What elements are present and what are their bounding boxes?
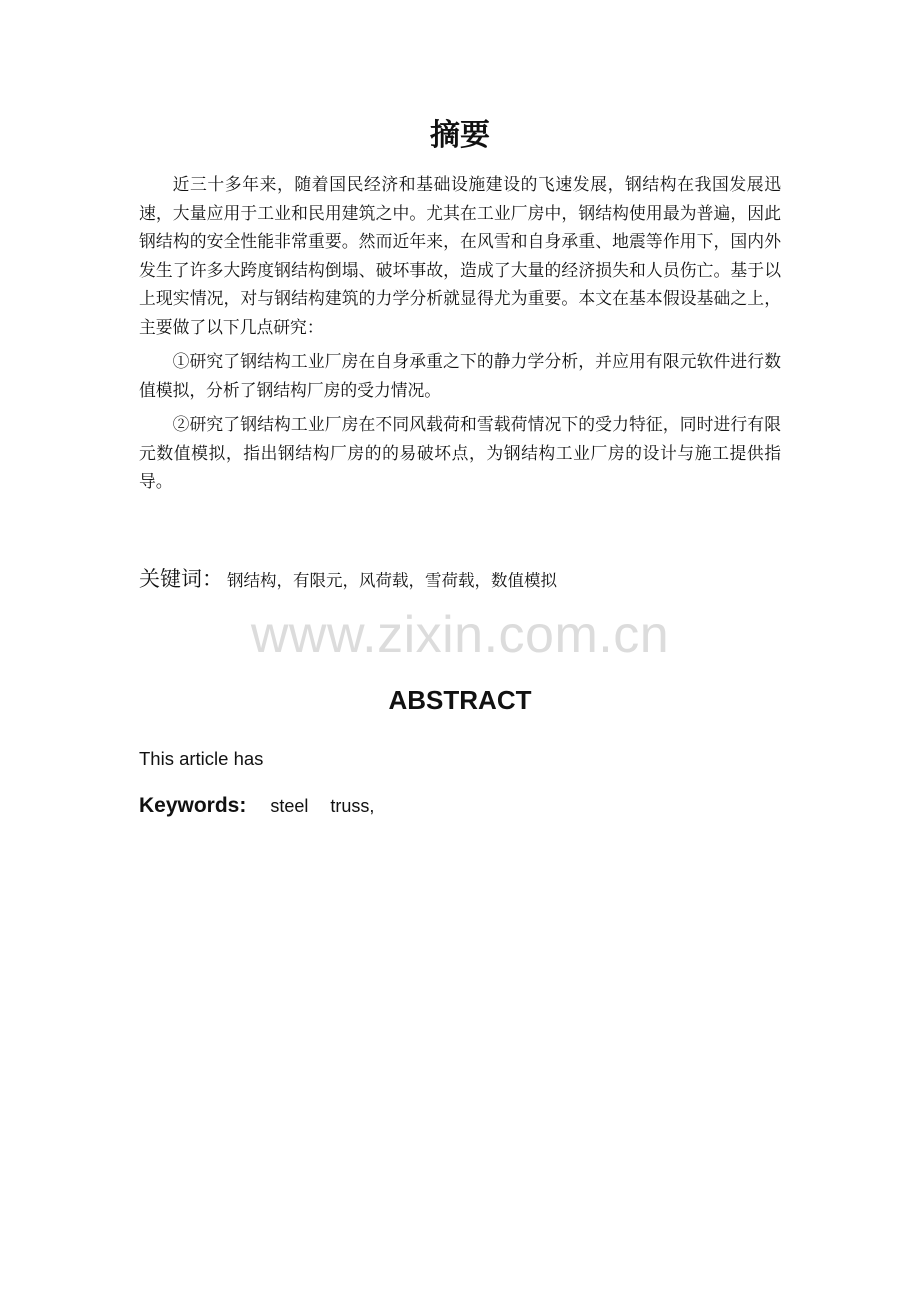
abstract-title-en: ABSTRACT (388, 685, 532, 715)
keywords-label-en: Keywords: (139, 794, 247, 817)
keywords-en (139, 794, 374, 818)
watermark: www.zixin.com.cn (250, 606, 670, 664)
abstract-paragraph: ②研究了钢结构工业厂房在不同风载荷和雪载荷情况下的受力特征，同时进行有限元数值模拟，指出钢结构厂房的的易破坏点，为钢结构工业厂房的设计与施工提供指导。 (139, 414, 781, 491)
abstract-paragraph: ①研究了钢结构工业厂房在自身承重之下的静力学分析，并应用有限元软件进行数值模拟，分析了钢结构厂房的受力情况。 (139, 351, 781, 400)
abstract-paragraph: 近三十多年来，随着国民经济和基础设施建设的飞速发展，钢结构在我国发展迅速，大量应用于工业和民用建筑之中。尤其在工业厂房中，钢结构使用最为普遍，因此钢结构的安全性能非常重要。然而近年来，在风雪和自身承重、地震等作用下，国内外发生了许多大跨度钢结构倒塌、破坏事故，造成了大量的经济损失和人员伤亡。基于以上现实情况，对与钢结构建筑的力学分析就显得尤为重要。本文在基本假设基础之上，主要做了以下几点研究： (139, 174, 781, 337)
abstract-title-cn: 摘要 (430, 118, 490, 153)
abstract-body-en: This article has (139, 748, 264, 769)
keywords-cn (139, 563, 781, 593)
keywords-values-cn: 钢结构，有限元，风荷载，雪荷载，数值模拟 (227, 571, 557, 590)
keywords-label-cn: 关键词： (139, 567, 223, 591)
keyword-item: steel (270, 796, 309, 816)
keyword-item: truss, (330, 796, 375, 816)
abstract-body-cn (139, 170, 781, 502)
